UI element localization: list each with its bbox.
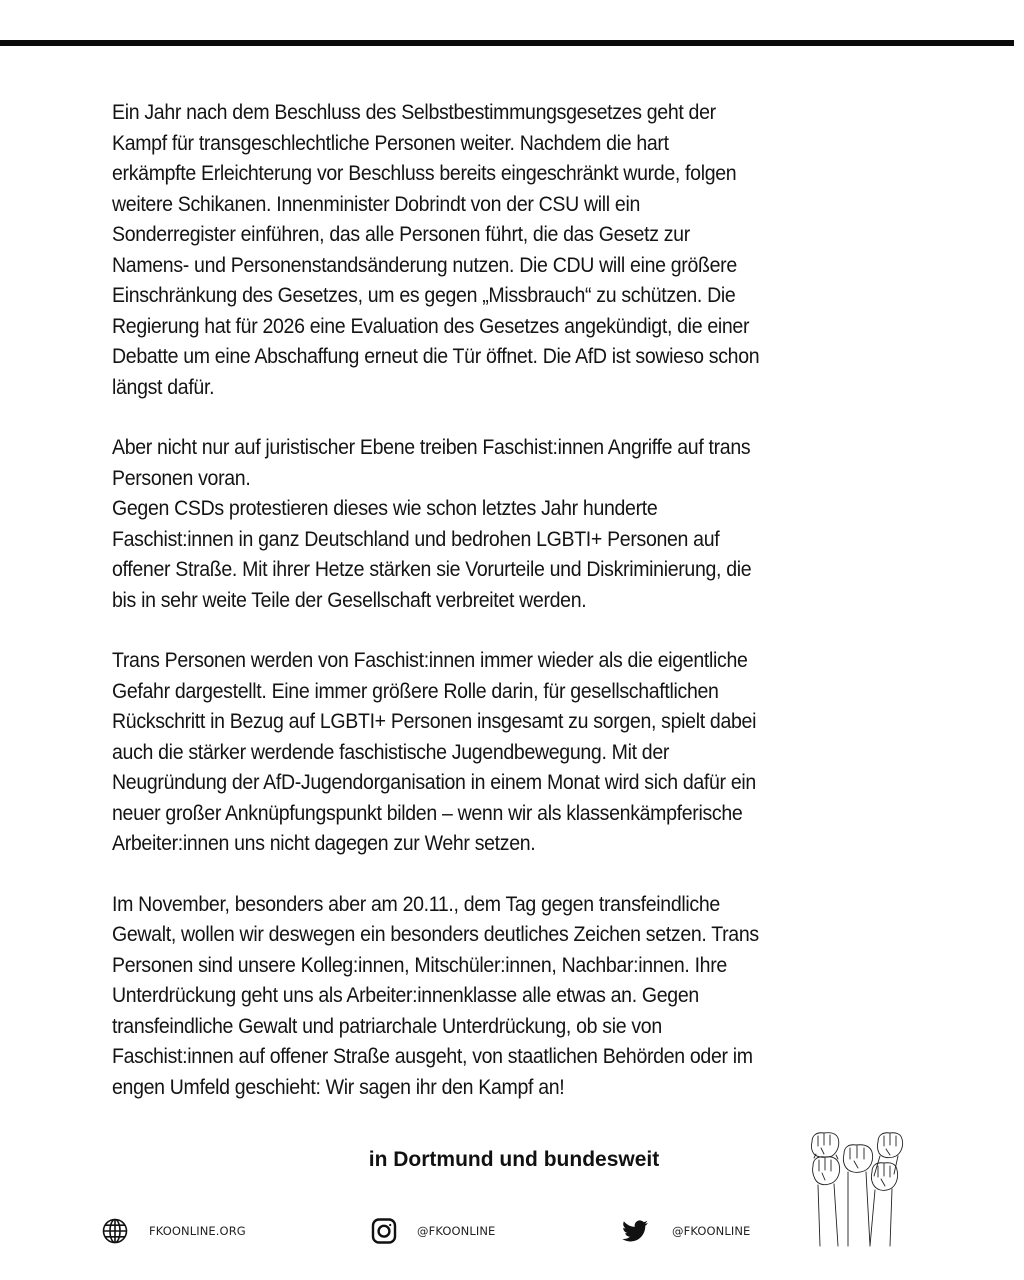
text-line: Gegen CSDs protestieren dieses wie schon letztes Jahr hunderte xyxy=(112,497,658,520)
fist-middle xyxy=(843,1145,872,1246)
twitter-link-label: @FKOONLINE xyxy=(672,1224,751,1238)
text-line: längst dafür. xyxy=(112,375,215,399)
twitter-icon xyxy=(621,1217,649,1245)
text-line: Aber nicht nur auf juristischer Ebene treiben Faschist:innen Angriffe auf trans xyxy=(112,436,751,459)
text-line: offener Straße. Mit ihrer Hetze stärken sie Vorurteile und Diskriminierung, die xyxy=(112,558,752,581)
website-link-label: FKOONLINE.ORG xyxy=(149,1224,246,1238)
instagram-link-label: @FKOONLINE xyxy=(417,1224,496,1238)
text-line: auch die stärker werdende faschistische Jugendbewegung. Mit der xyxy=(112,740,670,764)
paragraph-2 xyxy=(112,433,932,616)
text-line: Arbeiter:innen uns nicht dagegen zur Wehr setzen. xyxy=(112,832,536,855)
text-line: Kampf für transgeschlechtliche Personen weiter. Nachdem die hart xyxy=(112,131,669,155)
top-divider-rule xyxy=(0,40,1014,46)
text-line: Debatte um eine Abschaffung erneut die Tür öffnet. Die AfD ist sowieso schon xyxy=(112,345,760,368)
website-link[interactable] xyxy=(101,1214,246,1248)
text-line: Personen voran. xyxy=(112,466,251,490)
text-line: Sonderregister einführen, das alle Personen führt, die das Gesetz zur xyxy=(112,223,690,246)
text-line: Faschist:innen in ganz Deutschland und bedrohen LGBTI+ Personen auf xyxy=(112,527,720,551)
text-line: Rückschritt in Bezug auf LGBTI+ Personen insgesamt zu sorgen, spielt dabei xyxy=(112,710,757,733)
text-line: erkämpfte Erleichterung vor Beschluss bereits eingeschränkt wurde, folgen xyxy=(112,162,737,185)
fist-top-left xyxy=(811,1133,838,1158)
text-line: Gewalt, wollen wir deswegen ein besonders deutliches Zeichen setzen. Trans xyxy=(112,923,759,946)
text-line: Personen sind unsere Kolleg:innen, Mitschüler:innen, Nachbar:innen. Ihre xyxy=(112,953,727,977)
text-line: Neugründung der AfD-Jugendorganisation in einem Monat wird sich dafür ein xyxy=(112,771,756,794)
globe-icon xyxy=(101,1217,129,1245)
text-line: Im November, besonders aber am 20.11., dem Tag gegen transfeindliche xyxy=(112,892,720,916)
text-line: Gefahr dargestellt. Eine immer größere Rolle darin, für gesellschaftlichen xyxy=(112,679,719,703)
text-line: Faschist:innen auf offener Straße ausgeht, von staatlichen Behörden oder im xyxy=(112,1045,753,1068)
text-line: Einschränkung des Gesetzes, um es gegen „Missbrauch“ zu schützen. Die xyxy=(112,284,736,307)
text-line: engen Umfeld geschieht: Wir sagen ihr den Kampf an! xyxy=(112,1075,565,1099)
text-line: Regierung hat für 2026 eine Evaluation des Gesetzes angekündigt, die einer xyxy=(112,314,750,338)
tagline: in Dortmund und bundesweit xyxy=(368,1148,660,1171)
raised-fists-illustration xyxy=(808,1128,908,1248)
text-line: Namens- und Personenstandsänderung nutzen. Die CDU will eine größere xyxy=(112,253,737,277)
article-body xyxy=(112,98,932,1133)
paragraph-3 xyxy=(112,646,932,860)
text-line: transfeindliche Gewalt und patriarchale Unterdrückung, ob sie von xyxy=(112,1014,662,1038)
text-line: Trans Personen werden von Faschist:innen immer wieder als die eigentliche xyxy=(112,649,748,672)
text-line: Unterdrückung geht uns als Arbeiter:innenklasse alle etwas an. Gegen xyxy=(112,984,699,1007)
paragraph-1 xyxy=(112,98,932,403)
instagram-icon xyxy=(370,1217,398,1245)
text-line: bis in sehr weite Teile der Gesellschaft verbreitet werden. xyxy=(112,588,587,612)
instagram-link[interactable] xyxy=(370,1214,495,1248)
text-line: weitere Schikanen. Innenminister Dobrindt von der CSU will ein xyxy=(112,192,641,216)
twitter-link[interactable] xyxy=(621,1214,750,1248)
fist-bottom-left xyxy=(813,1154,840,1246)
text-line: neuer großer Anknüpfungspunkt bilden – wenn wir als klassenkämpferische xyxy=(112,801,743,825)
paragraph-4 xyxy=(112,890,932,1104)
text-line: Ein Jahr nach dem Beschluss des Selbstbestimmungsgesetzes geht der xyxy=(112,101,716,124)
